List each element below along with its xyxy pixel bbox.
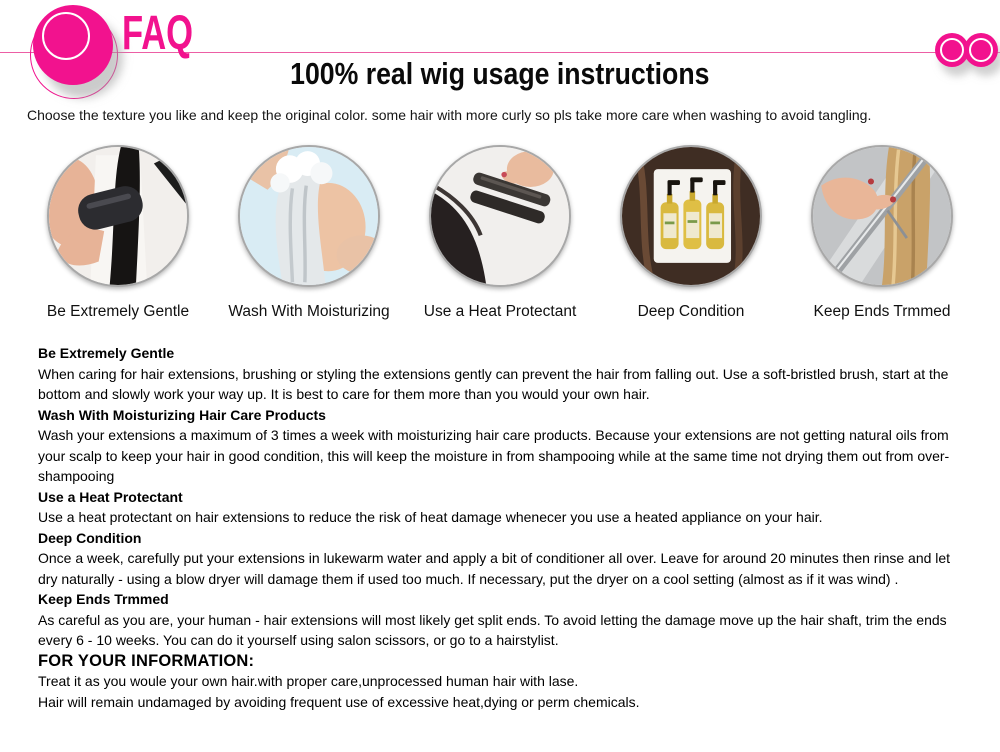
faq-label: FAQ: [122, 7, 194, 60]
photo-conditioner-bottles: [620, 145, 762, 287]
section-body-gentle: When caring for hair extensions, brushing or styling the extensions gently can prevent the hair from falling out. Use a soft-bristled brush, start at the bottom and slowly work your way up. It is best to care for them more than you would your own hair.: [38, 365, 949, 402]
info-heading: FOR YOUR INFORMATION:: [38, 651, 255, 670]
care-steps-row: [0, 145, 1000, 321]
page-title: 100% real wig usage instructions: [290, 56, 710, 91]
flat-iron-illustration: [431, 147, 569, 285]
section-heading-heat: Use a Heat Protectant: [38, 488, 183, 505]
intro-subtitle: Choose the texture you like and keep the original color. some hair with more curly so pls take more care when washing to avoid tangling.: [27, 107, 872, 123]
section-body-condition: Once a week, carefully put your extensions in lukewarm water and apply a bit of conditioner all over. Leave for around 20 minutes then rinse and let dry naturally - using a blow dryer will damage them if used too much. If necessary, put the dryer on a cool setting (almost as if it was wind) .: [38, 550, 951, 587]
section-heading-condition: Deep Condition: [38, 529, 142, 546]
section-heading-gentle: Be Extremely Gentle: [38, 345, 175, 361]
section-heading-trim: Keep Ends Trmmed: [38, 591, 169, 607]
section-heading-wash: Wash With Moisturizing Hair Care Products: [38, 406, 326, 423]
step-caption-gentle: Be Extremely Gentle: [46, 303, 190, 320]
step-caption-heat: Use a Heat Protectant: [423, 303, 577, 320]
step-caption-wash: Wash With Moisturizing: [228, 303, 390, 320]
step-item-wash: [221, 145, 397, 321]
step-caption-condition: Deep Condition: [637, 303, 745, 320]
section-body-trim: As careful as you are, your human - hair extensions will most likely get split ends. To avoid letting the damage move up the hair shaft, trim the ends every 6 - 10 weeks. You can do it yourself using salon scissors, or go to a hairstylist.: [38, 611, 947, 648]
trimming-ends-illustration: [813, 147, 951, 285]
step-item-condition: [603, 145, 779, 321]
section-body-heat: Use a heat protectant on hair extensions to reduce the risk of heat damage whenecer you use a heated appliance on your hair.: [38, 509, 823, 525]
step-item-heat: [412, 145, 588, 321]
photo-trimming-ends: [811, 145, 953, 287]
step-caption-trim: Keep Ends Trmmed: [813, 303, 951, 320]
care-instructions-text: [38, 343, 963, 712]
title-row: [0, 56, 1000, 92]
info-line-2: Hair will remain undamaged by avoiding frequent use of excessive heat,dying or perm chemicals.: [38, 693, 640, 710]
section-body-wash: Wash your extensions a maximum of 3 times a week with moisturizing hair care products. Because your extensions are not getting natural oils from your scalp to keep your hair in good condition, this will keep the moisture in from shampooing while at the same time not drying them out from over-shampooing: [38, 427, 950, 484]
photo-washing-hair: [238, 145, 380, 287]
photo-brushing-hair: [47, 145, 189, 287]
info-line-1: Treat it as you woule your own hair.with proper care,unprocessed human hair with lase.: [38, 673, 579, 689]
page-header: [0, 0, 1000, 98]
washing-hair-illustration: [240, 147, 378, 285]
logo-inner-ring: [42, 12, 90, 60]
step-item-gentle: [30, 145, 206, 321]
photo-flat-iron: [429, 145, 571, 287]
step-item-trim: [794, 145, 970, 321]
brushing-hair-illustration: [49, 147, 187, 285]
conditioner-bottles-illustration: [622, 147, 760, 285]
